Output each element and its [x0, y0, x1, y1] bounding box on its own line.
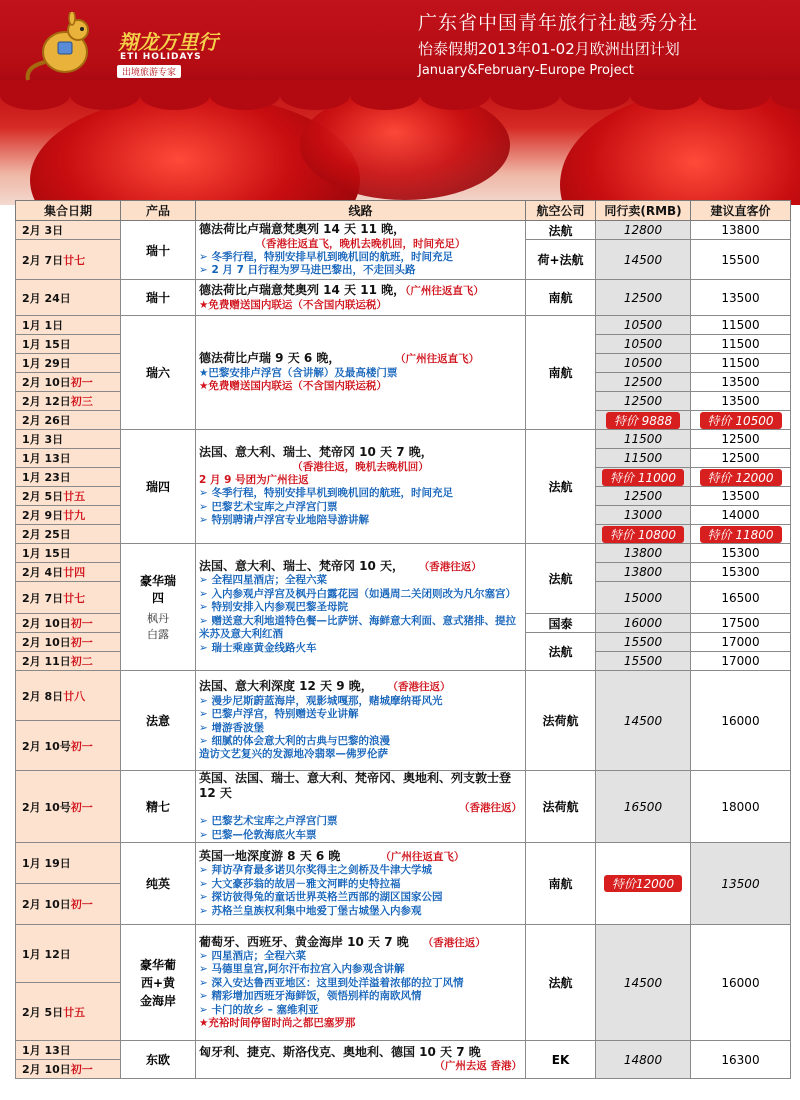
date-cell: 2月 7日廿七 — [16, 240, 121, 280]
retail-price-cell: 13500 — [691, 487, 791, 506]
date-cell: 2月 9日廿九 — [16, 506, 121, 525]
retail-price-cell: 17000 — [691, 633, 791, 652]
product-cell: 精七 — [121, 771, 196, 843]
route-cell: 匈牙利、捷克、斯洛伐克、奥地利、德国 10 天 7 晚 （广州去返 香港） — [196, 1041, 526, 1079]
trade-price-cell — [596, 468, 691, 487]
date-cell: 2月 26日 — [16, 411, 121, 430]
trade-price-cell — [596, 525, 691, 544]
route-cell: 法国、意大利、瑞士、梵帝冈 10 天， （香港往返） ➢ 全程四星酒店；全程六菜 ➢ 入内参观卢浮宫及枫丹白露花园（如遇周二关闭则改为凡尔塞宫） ➢ 特别安排入内参观巴黎圣母院 ➢ 赠送意大利地道特色餐—比萨饼、海鲜意大利面、意式猪排、提拉米苏及意大利红酒 ➢ 瑞士乘座黄金线路火车 — [196, 544, 526, 671]
trade-price-cell: 11500 — [596, 449, 691, 468]
trade-price-cell: 13800 — [596, 544, 691, 563]
trade-price-cell: 13800 — [596, 563, 691, 582]
retail-price-cell — [691, 525, 791, 544]
route-cell: 法国、意大利深度 12 天 9 晚， （香港往返） ➢ 漫步尼斯蔚蓝海岸，观影城嘎那，赌城摩纳哥风光 ➢ 巴黎卢浮宫，特别赠送专业讲解 ➢ 增游香波堡 ➢ 细腻的体会意大利的古典与巴黎的浪漫 造访文艺复兴的发源地冷翡翠—佛罗伦萨 — [196, 671, 526, 771]
date-cell: 1月 19日 — [16, 843, 121, 884]
retail-price-cell: 12500 — [691, 449, 791, 468]
date-cell: 2月 8日廿八 — [16, 671, 121, 721]
route-cell: 英国一地深度游 8 天 6 晚 （广州往返直飞） ➢ 拜访孕育最多诺贝尔奖得主之剑桥及牛津大学城 ➢ 大文豪莎翁的故居－雅文河畔的史特拉福 ➢ 探访彼得兔的童话世界英格兰西部的湖区国家公园 ➢ 苏格兰皇族权利集中地爱丁堡古城堡入内参观 — [196, 843, 526, 925]
table-row — [16, 925, 791, 983]
retail-price-cell: 13500 — [691, 843, 791, 925]
date-cell: 1月 1日 — [16, 316, 121, 335]
column-header-airline: 航空公司 — [526, 201, 596, 221]
date-cell: 1月 23日 — [16, 468, 121, 487]
special-price-badge: 特价12000 — [604, 875, 682, 892]
trade-price-cell: 10500 — [596, 316, 691, 335]
airline-cell: 南航 — [526, 280, 596, 316]
table-header-row — [16, 201, 791, 221]
product-cell: 法意 — [121, 671, 196, 771]
airline-cell: 国泰 — [526, 614, 596, 633]
retail-price-cell: 16500 — [691, 582, 791, 614]
special-price-badge: 特价 11800 — [700, 526, 782, 543]
table-row — [16, 316, 791, 335]
trade-price-cell: 16500 — [596, 771, 691, 843]
date-cell: 1月 15日 — [16, 335, 121, 354]
header-banner — [0, 0, 800, 205]
trade-price-cell: 14500 — [596, 925, 691, 1041]
retail-price-cell: 14000 — [691, 506, 791, 525]
product-cell: 瑞十 — [121, 221, 196, 280]
trade-price-cell: 12500 — [596, 487, 691, 506]
product-cell: 豪华瑞四 枫丹白露 — [121, 544, 196, 671]
column-header-retail-price: 建议直客价 — [691, 201, 791, 221]
company-title: 广东省中国青年旅行社越秀分社 — [418, 12, 699, 34]
trade-price-cell: 14500 — [596, 671, 691, 771]
logo-text: 翔龙万里行 — [118, 30, 218, 54]
product-cell: 瑞六 — [121, 316, 196, 430]
retail-price-cell: 11500 — [691, 316, 791, 335]
trade-price-cell: 10500 — [596, 354, 691, 373]
retail-price-cell: 15300 — [691, 563, 791, 582]
table-row — [16, 280, 791, 316]
route-cell: 德法荷比卢瑞 9 天 6 晚， （广州往返直飞） ★巴黎安排卢浮宫（含讲解）及最高楼门票 ★免费赠送国内联运（不含国内联运税） — [196, 316, 526, 430]
trade-price-cell: 12500 — [596, 373, 691, 392]
airline-cell: 法航 — [526, 221, 596, 240]
retail-price-cell: 18000 — [691, 771, 791, 843]
special-price-badge: 特价 11000 — [602, 469, 684, 486]
date-cell: 2月 5日廿五 — [16, 983, 121, 1041]
table-row — [16, 671, 791, 721]
column-header-product: 产品 — [121, 201, 196, 221]
plan-title: 怡泰假期2013年01-02月欧洲出团计划 — [418, 40, 680, 58]
table-row — [16, 1041, 791, 1060]
trade-price-cell: 15500 — [596, 652, 691, 671]
retail-price-cell: 15300 — [691, 544, 791, 563]
trade-price-cell: 14500 — [596, 240, 691, 280]
trade-price-cell: 16000 — [596, 614, 691, 633]
retail-price-cell: 16000 — [691, 925, 791, 1041]
trade-price-cell: 13000 — [596, 506, 691, 525]
retail-price-cell: 13500 — [691, 373, 791, 392]
trade-price-cell: 11500 — [596, 430, 691, 449]
trade-price-cell: 12500 — [596, 392, 691, 411]
retail-price-cell — [691, 411, 791, 430]
airline-cell: 南航 — [526, 316, 596, 430]
route-cell: 德法荷比卢瑞意梵奥列 14 天 11 晚， （香港往返直飞，晚机去晚机回，时间充足） ➢ 冬季行程，特别安排早机到晚机回的航班，时间充足 ➢ 2 月 7 日行程为罗马进巴黎出，不走回头路 — [196, 221, 526, 280]
special-price-badge: 特价 9888 — [606, 412, 680, 429]
retail-price-cell: 17000 — [691, 652, 791, 671]
date-cell: 2月 3日 — [16, 221, 121, 240]
tour-schedule-table — [15, 200, 791, 1079]
plan-title-english: January&February-Europe Project — [418, 63, 634, 78]
date-cell: 2月 10日初一 — [16, 1060, 121, 1079]
airline-cell: 法航 — [526, 544, 596, 614]
trade-price-cell — [596, 411, 691, 430]
special-price-badge: 特价 12000 — [700, 469, 782, 486]
logo — [20, 12, 220, 82]
table-row — [16, 221, 791, 240]
date-cell: 2月 10日初一 — [16, 614, 121, 633]
retail-price-cell: 13800 — [691, 221, 791, 240]
airline-cell: 法航 — [526, 925, 596, 1041]
airline-cell: 法航 — [526, 633, 596, 671]
date-cell: 1月 3日 — [16, 430, 121, 449]
date-cell: 1月 15日 — [16, 544, 121, 563]
logo-english-text: ETI HOLIDAYS — [120, 52, 202, 62]
date-cell: 2月 7日廿七 — [16, 582, 121, 614]
trade-price-cell: 15500 — [596, 633, 691, 652]
retail-price-cell: 11500 — [691, 335, 791, 354]
retail-price-cell: 15500 — [691, 240, 791, 280]
retail-price-cell: 16000 — [691, 671, 791, 771]
retail-price-cell: 11500 — [691, 354, 791, 373]
date-cell: 2月 12日初三 — [16, 392, 121, 411]
table-row — [16, 544, 791, 563]
airline-cell: 南航 — [526, 843, 596, 925]
kangaroo-mascot-icon — [20, 12, 110, 82]
column-header-trade-price: 同行卖(RMB) — [596, 201, 691, 221]
trade-price-cell: 14800 — [596, 1041, 691, 1079]
date-cell: 2月 10日初一 — [16, 373, 121, 392]
date-cell: 1月 12日 — [16, 925, 121, 983]
retail-price-cell: 13500 — [691, 392, 791, 411]
product-cell: 豪华葡西+黄金海岸 — [121, 925, 196, 1041]
date-cell: 2月 11日初二 — [16, 652, 121, 671]
airline-cell: 法航 — [526, 430, 596, 544]
table-row — [16, 843, 791, 884]
product-cell: 瑞十 — [121, 280, 196, 316]
product-cell: 瑞四 — [121, 430, 196, 544]
airline-cell: EK — [526, 1041, 596, 1079]
table-row — [16, 771, 791, 843]
special-price-badge: 特价 10500 — [700, 412, 782, 429]
logo-tagline: 出境旅游专家 — [117, 65, 181, 78]
date-cell: 2月 10号初一 — [16, 721, 121, 771]
date-cell: 1月 13日 — [16, 1041, 121, 1060]
trade-price-cell — [596, 843, 691, 925]
product-cell: 东欧 — [121, 1041, 196, 1079]
airline-cell: 法荷航 — [526, 771, 596, 843]
date-cell: 2月 24日 — [16, 280, 121, 316]
route-cell: 英国、法国、瑞士、意大利、梵帝冈、奥地利、列支敦士登 12 天 （香港往返） ➢ 巴黎艺术宝库之卢浮宫门票 ➢ 巴黎—伦敦海底火车票 — [196, 771, 526, 843]
column-header-route: 线路 — [196, 201, 526, 221]
date-cell: 2月 10号初一 — [16, 771, 121, 843]
special-price-badge: 特价 10800 — [602, 526, 684, 543]
date-cell: 2月 5日廿五 — [16, 487, 121, 506]
date-cell: 2月 4日廿四 — [16, 563, 121, 582]
route-cell: 葡萄牙、西班牙、黄金海岸 10 天 7 晚 （香港往返） ➢ 四星酒店；全程六菜 ➢ 马德里皇宫,阿尔汗布拉宫入内参观含讲解 ➢ 深入安达鲁西亚地区：这里到处洋溢着浓郁的拉丁风情 ➢ 精彩增加西班牙海鲜饭，领悟别样的南欧风情 ➢ 卡门的故乡 – 塞维利亚 ★充裕时间停留时尚之都巴塞罗那 — [196, 925, 526, 1041]
date-cell: 2月 25日 — [16, 525, 121, 544]
retail-price-cell: 13500 — [691, 280, 791, 316]
airline-cell: 荷+法航 — [526, 240, 596, 280]
retail-price-cell — [691, 468, 791, 487]
column-header-date: 集合日期 — [16, 201, 121, 221]
date-cell: 1月 29日 — [16, 354, 121, 373]
route-cell: 德法荷比卢瑞意梵奥列 14 天 11 晚，（广州往返直飞） ★免费赠送国内联运（不含国内联运税） — [196, 280, 526, 316]
retail-price-cell: 12500 — [691, 430, 791, 449]
retail-price-cell: 17500 — [691, 614, 791, 633]
date-cell: 2月 10日初一 — [16, 884, 121, 925]
retail-price-cell: 16300 — [691, 1041, 791, 1079]
date-cell: 1月 13日 — [16, 449, 121, 468]
date-cell: 2月 10日初一 — [16, 633, 121, 652]
trade-price-cell: 12500 — [596, 280, 691, 316]
product-cell: 纯英 — [121, 843, 196, 925]
trade-price-cell: 15000 — [596, 582, 691, 614]
trade-price-cell: 12800 — [596, 221, 691, 240]
route-cell: 法国、意大利、瑞士、梵帝冈 10 天 7 晚， （香港往返，晚机去晚机回） 2 月 9 号团为广州往返 ➢ 冬季行程，特别安排早机到晚机回的航班，时间充足 ➢ 巴黎艺术宝库之卢浮宫门票 ➢ 特别聘请卢浮宫专业地陪导游讲解 — [196, 430, 526, 544]
trade-price-cell: 10500 — [596, 335, 691, 354]
table-row — [16, 430, 791, 449]
airline-cell: 法荷航 — [526, 671, 596, 771]
